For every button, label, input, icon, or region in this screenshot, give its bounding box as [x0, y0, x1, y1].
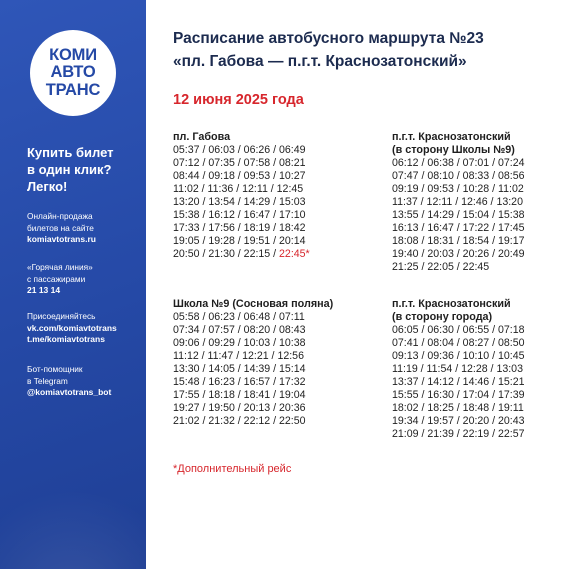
info-line: с пассажирами — [27, 273, 86, 284]
schedule-block-krasnozatonsky-to-school — [392, 131, 525, 274]
time-row: 21:25 / 22:05 / 22:45 — [392, 261, 490, 273]
time-row: 18:02 / 18:25 / 18:48 / 19:11 — [392, 402, 524, 414]
sidebar — [0, 0, 146, 569]
time-row: 09:13 / 09:36 / 10:10 / 10:45 — [392, 350, 525, 362]
social-info — [27, 311, 142, 346]
extra-trip-time: 22:45* — [279, 248, 310, 260]
time-row: 16:13 / 16:47 / 17:22 / 17:45 — [392, 222, 525, 234]
time-row: 15:55 / 16:30 / 17:04 / 17:39 — [392, 389, 525, 401]
info-line: в Telegram — [27, 375, 68, 386]
telegram-bot-link[interactable]: @komiavtotrans_bot — [27, 387, 112, 397]
time-row: 13:37 / 14:12 / 14:46 / 15:21 — [392, 376, 525, 388]
time-row-prefix: 20:50 / 21:30 / 22:15 / — [173, 248, 280, 260]
info-line: Онлайн-продажа — [27, 211, 93, 221]
page-title — [173, 27, 484, 73]
info-line: билетов на сайте — [27, 222, 94, 233]
time-row: 05:58 / 06:23 / 06:48 / 07:11 — [173, 311, 305, 323]
time-row: 19:05 / 19:28 / 19:51 / 20:14 — [173, 235, 306, 247]
schedule-main — [146, 0, 569, 569]
logo-line: КОМИ — [49, 45, 97, 64]
time-row: 05:37 / 06:03 / 06:26 / 06:49 — [173, 144, 306, 156]
time-row: 07:47 / 08:10 / 08:33 / 08:56 — [392, 170, 525, 182]
time-row: 19:27 / 19:50 / 20:13 / 20:36 — [173, 402, 306, 414]
schedule-block-school9 — [173, 298, 333, 428]
time-row: 08:44 / 09:18 / 09:53 / 10:27 — [173, 170, 306, 182]
time-row: 17:55 / 18:18 / 18:41 / 19:04 — [173, 389, 306, 401]
time-row: 06:05 / 06:30 / 06:55 / 07:18 — [392, 324, 525, 336]
time-row: 17:33 / 17:56 / 18:19 / 18:42 — [173, 222, 306, 234]
hotline-info — [27, 262, 142, 297]
time-row: 11:02 / 11:36 / 12:11 / 12:45 — [173, 183, 304, 195]
time-row: 15:38 / 16:12 / 16:47 / 17:10 — [173, 209, 306, 221]
time-row: 07:12 / 07:35 / 07:58 / 08:21 — [173, 157, 306, 169]
time-row: 09:19 / 09:53 / 10:28 / 11:02 — [392, 183, 524, 195]
logo-line: АВТО — [50, 63, 96, 82]
time-row: 21:09 / 21:39 / 22:19 / 22:57 — [392, 428, 525, 440]
schedule-date: 12 июня 2025 года — [173, 92, 304, 108]
time-row: 21:02 / 21:32 / 22:12 / 22:50 — [173, 415, 306, 427]
time-row: 13:20 / 13:54 / 14:29 / 15:03 — [173, 196, 306, 208]
telegram-channel-link[interactable]: t.me/komiavtotrans — [27, 334, 105, 344]
time-row: 18:08 / 18:31 / 18:54 / 19:17 — [392, 235, 525, 247]
time-row: 07:41 / 08:04 / 08:27 / 08:50 — [392, 337, 525, 349]
time-row: 07:34 / 07:57 / 08:20 / 08:43 — [173, 324, 306, 336]
vk-link[interactable]: vk.com/komiavtotrans — [27, 322, 117, 333]
time-row: 19:34 / 19:57 / 20:20 / 20:43 — [392, 415, 525, 427]
stop-heading-direction: (в сторону Школы №9) — [392, 144, 515, 156]
promo-text — [27, 144, 139, 195]
time-row: 11:19 / 11:54 / 12:28 / 13:03 — [392, 363, 523, 375]
time-row: 15:48 / 16:23 / 16:57 / 17:32 — [173, 376, 306, 388]
promo-line: Купить билет — [27, 145, 114, 160]
stop-heading-direction: (в сторону города) — [392, 311, 493, 323]
schedule-block-gabova — [173, 131, 310, 261]
stop-heading: п.г.т. Краснозатонский — [392, 131, 511, 143]
info-line: Присоединяйтесь — [27, 311, 96, 321]
schedule-block-krasnozatonsky-to-city — [392, 298, 525, 441]
stop-heading: п.г.т. Краснозатонский — [392, 298, 511, 310]
time-row: 11:37 / 12:11 / 12:46 / 13:20 — [392, 196, 523, 208]
promo-line: Легко! — [27, 179, 68, 194]
logo-line: ТРАНС — [45, 80, 101, 99]
time-row: 19:40 / 20:03 / 20:26 / 20:49 — [392, 248, 525, 260]
time-row — [173, 248, 310, 261]
footnote-extra-trip: *Дополнительный рейс — [173, 463, 292, 475]
komiavtotrans-logo — [30, 30, 116, 116]
time-row: 09:06 / 09:29 / 10:03 / 10:38 — [173, 337, 306, 349]
hotline-phone[interactable]: 21 13 14 — [27, 285, 61, 295]
stop-heading: Школа №9 (Сосновая поляна) — [173, 298, 334, 310]
website-link[interactable]: komiavtotrans.ru — [27, 234, 96, 244]
promo-line: в один клик? — [27, 162, 112, 177]
time-row: 11:12 / 11:47 / 12:21 / 12:56 — [173, 350, 304, 362]
time-row: 06:12 / 06:38 / 07:01 / 07:24 — [392, 157, 525, 169]
stop-heading: пл. Габова — [173, 131, 231, 143]
time-row: 13:30 / 14:05 / 14:39 / 15:14 — [173, 363, 306, 375]
time-row: 13:55 / 14:29 / 15:04 / 15:38 — [392, 209, 525, 221]
title-line: «пл. Габова — п.г.т. Краснозатонский» — [173, 53, 467, 70]
online-sales-info — [27, 211, 142, 246]
title-line: Расписание автобусного маршрута №23 — [173, 30, 484, 47]
info-line: Бот-помощник — [27, 364, 83, 374]
bot-info — [27, 364, 142, 399]
info-line: «Горячая линия» — [27, 262, 93, 272]
